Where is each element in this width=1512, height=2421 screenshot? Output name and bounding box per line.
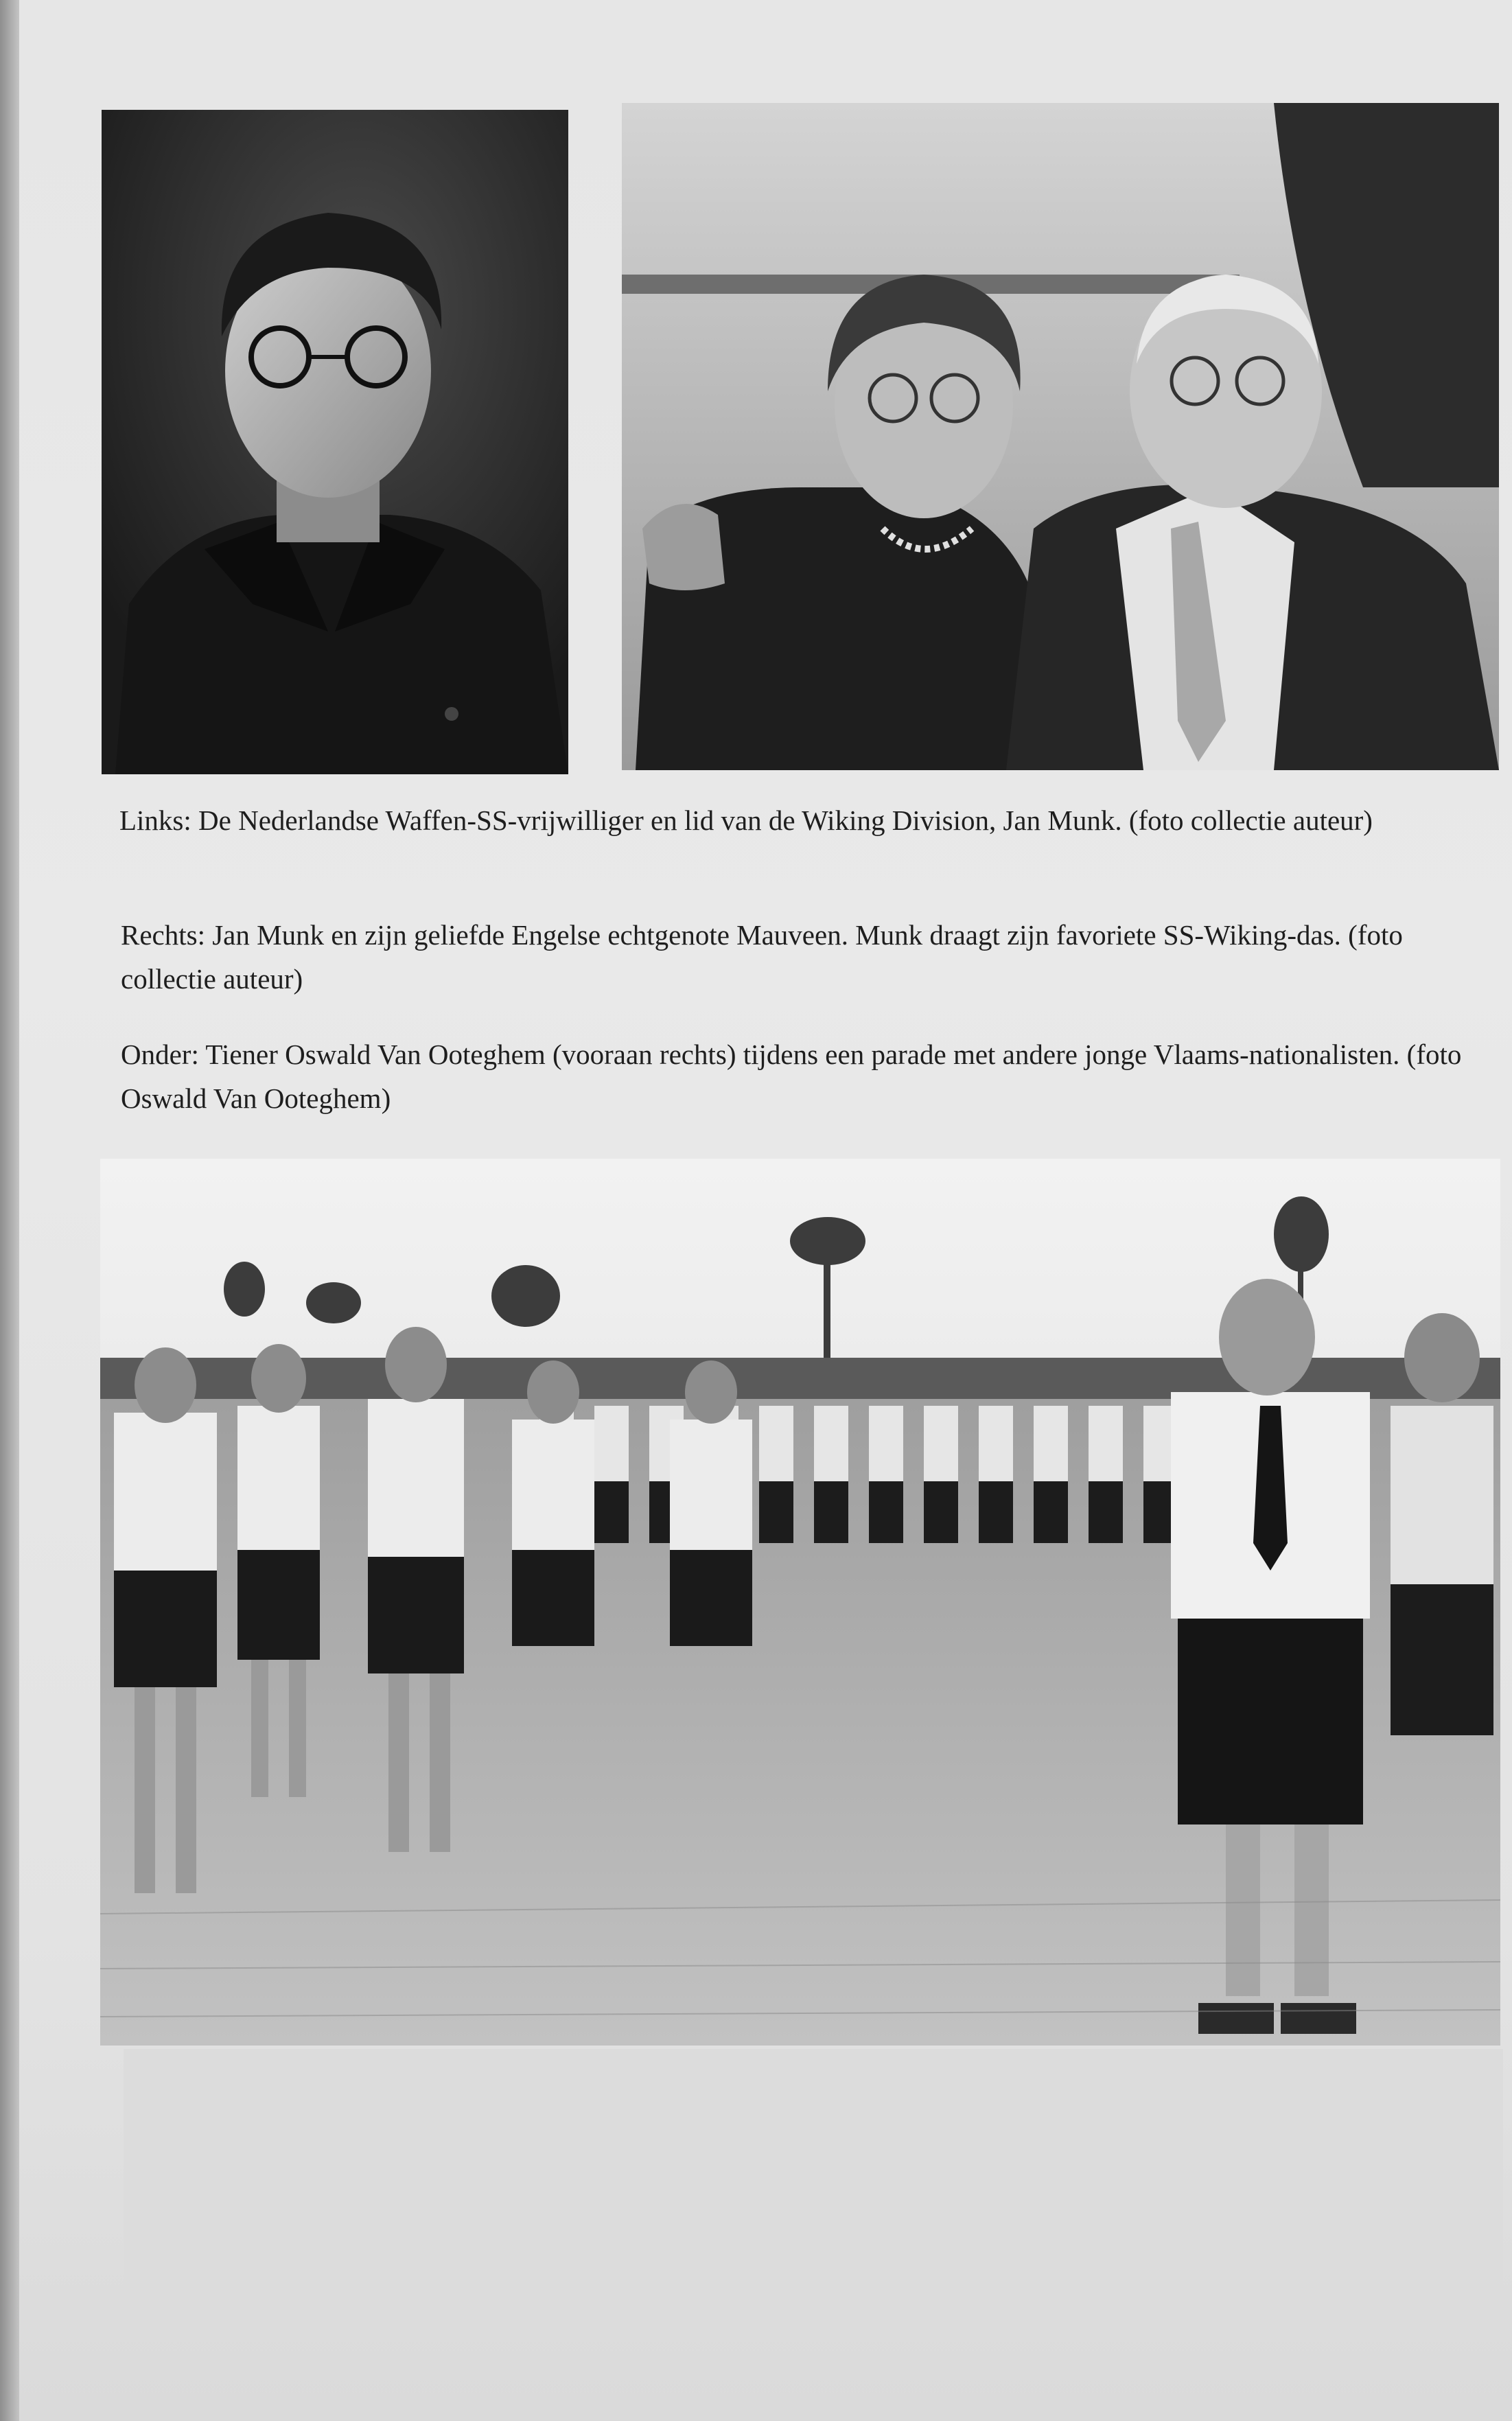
caption-right: Rechts: Jan Munk en zijn geliefde Engelse echtgenote Mauveen. Munk draagt zijn favoriete SS-Wiking-das. (foto collectie auteur) bbox=[121, 919, 1403, 995]
parade-photo bbox=[100, 1159, 1500, 2046]
couple-photo-image bbox=[622, 103, 1499, 770]
portrait-photo bbox=[102, 110, 568, 774]
caption-left: Links: De Nederlandse Waffen-SS-vrijwilliger en lid van de Wiking Division, Jan Munk. (foto collectie auteur) bbox=[119, 804, 1373, 836]
parade-photo-image bbox=[100, 1159, 1500, 2046]
book-spine-shadow bbox=[0, 0, 21, 2421]
book-page bbox=[19, 0, 1512, 2421]
couple-photo bbox=[622, 103, 1499, 770]
page-bottom-margin bbox=[124, 2049, 1503, 2324]
caption-bottom: Onder: Tiener Oswald Van Ooteghem (vooraan rechts) tijdens een parade met andere jonge Vlaams-nationalisten. (foto Oswald Van Ooteghem) bbox=[121, 1039, 1462, 1114]
portrait-photo-image bbox=[102, 110, 568, 774]
